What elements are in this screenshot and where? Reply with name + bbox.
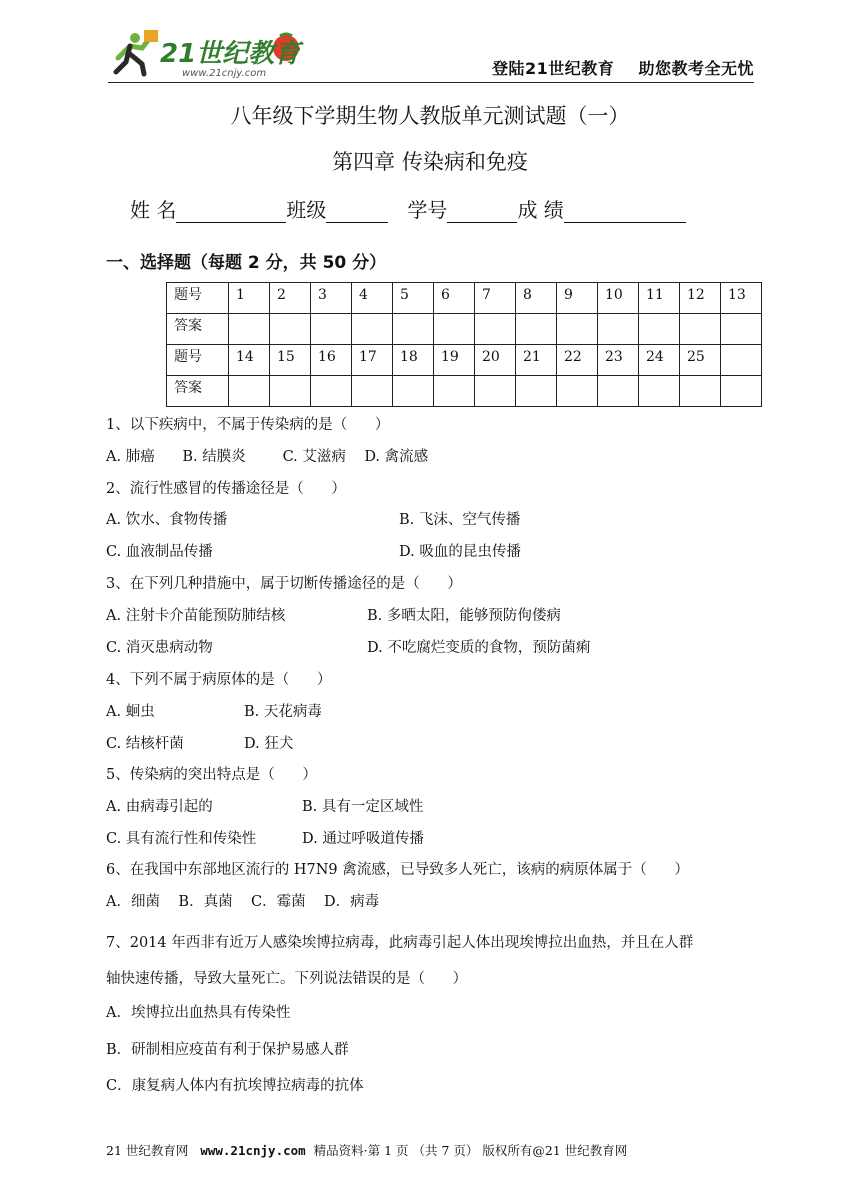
section-heading: 一、选择题（每题 2 分，共 50 分） bbox=[106, 253, 387, 273]
answer-cell[interactable] bbox=[516, 376, 557, 407]
table-row bbox=[167, 345, 762, 376]
chapter-title: 第四章 传染病和免疫 bbox=[332, 150, 528, 174]
question-number-cell: 6 bbox=[434, 283, 475, 314]
option-2c: C. 血液制品传播 bbox=[106, 544, 213, 560]
answer-cell[interactable] bbox=[229, 314, 270, 345]
question-number-cell bbox=[721, 345, 762, 376]
table-row-label: 答案 bbox=[167, 314, 229, 345]
logo bbox=[108, 28, 308, 80]
footer-site-name: 21 世纪教育网 bbox=[106, 1143, 189, 1158]
answer-cell[interactable] bbox=[434, 314, 475, 345]
option-5a: A. 由病毒引起的 bbox=[106, 799, 213, 815]
answer-table bbox=[166, 282, 762, 407]
option-3c: C. 消灭患病动物 bbox=[106, 640, 213, 656]
table-row bbox=[167, 283, 762, 314]
answer-cell[interactable] bbox=[639, 314, 680, 345]
question-number-cell: 4 bbox=[352, 283, 393, 314]
header-divider bbox=[108, 82, 754, 83]
question-number-cell: 19 bbox=[434, 345, 475, 376]
question-number-cell: 15 bbox=[270, 345, 311, 376]
question-number-cell: 3 bbox=[311, 283, 352, 314]
logo-graphic bbox=[108, 28, 308, 80]
option-4a: A. 蛔虫 bbox=[106, 704, 155, 720]
question-stem-3: 3、在下列几种措施中，属于切断传播途径的是（ ） bbox=[106, 576, 462, 592]
question-number-cell: 5 bbox=[393, 283, 434, 314]
answer-cell[interactable] bbox=[680, 314, 721, 345]
class-blank[interactable] bbox=[326, 202, 388, 223]
answer-cell[interactable] bbox=[434, 376, 475, 407]
question-number-cell: 23 bbox=[598, 345, 639, 376]
answer-cell[interactable] bbox=[475, 376, 516, 407]
question-number-cell: 14 bbox=[229, 345, 270, 376]
answer-cell[interactable] bbox=[229, 376, 270, 407]
question-stem-6: 6、在我国中东部地区流行的 H7N9 禽流感，已导致多人死亡，该病的病原体属于（ ） bbox=[106, 862, 689, 878]
question-number-cell: 2 bbox=[270, 283, 311, 314]
answer-cell[interactable] bbox=[598, 314, 639, 345]
page-footer bbox=[106, 1141, 627, 1159]
option-3a: A. 注射卡介苗能预防肺结核 bbox=[106, 608, 286, 624]
table-row-label: 答案 bbox=[167, 376, 229, 407]
answer-cell[interactable] bbox=[721, 314, 762, 345]
table-row bbox=[167, 376, 762, 407]
answer-cell[interactable] bbox=[721, 376, 762, 407]
question-stem-2: 2、流行性感冒的传播途径是（ ） bbox=[106, 481, 346, 497]
option-2a: A. 饮水、食物传播 bbox=[106, 512, 228, 528]
option-5b: B. 具有一定区域性 bbox=[302, 799, 424, 815]
question-number-cell: 7 bbox=[475, 283, 516, 314]
option-3d: D. 不吃腐烂变质的食物，预防菌痢 bbox=[367, 640, 591, 656]
score-blank[interactable] bbox=[564, 202, 686, 223]
question-number-cell: 1 bbox=[229, 283, 270, 314]
question-number-cell: 16 bbox=[311, 345, 352, 376]
question-stem-7: 7、2014 年西非有近万人感染埃博拉病毒，此病毒引起人体出现埃博拉出血热，并且在人群 bbox=[106, 935, 694, 951]
page-title: 八年级下学期生物人教版单元测试题（一） bbox=[230, 104, 630, 128]
score-label: 成 绩 bbox=[517, 198, 564, 222]
question-number-cell: 25 bbox=[680, 345, 721, 376]
question-stem-5: 5、传染病的突出特点是（ ） bbox=[106, 767, 317, 783]
number-blank[interactable] bbox=[447, 202, 517, 223]
answer-cell[interactable] bbox=[352, 376, 393, 407]
option-4d: D. 狂犬 bbox=[244, 736, 294, 752]
option-7a: A．埃博拉出血热具有传染性 bbox=[106, 1005, 291, 1021]
option-7b: B．研制相应疫苗有利于保护易感人群 bbox=[106, 1042, 349, 1058]
class-label: 班级 bbox=[286, 198, 327, 222]
svg-text:www.21cnjy.com: www.21cnjy.com bbox=[182, 68, 267, 79]
option-2b: B. 飞沫、空气传播 bbox=[399, 512, 521, 528]
answer-cell[interactable] bbox=[557, 314, 598, 345]
answer-cell[interactable] bbox=[352, 314, 393, 345]
student-info-line bbox=[130, 194, 686, 223]
question-number-cell: 21 bbox=[516, 345, 557, 376]
answer-cell[interactable] bbox=[393, 314, 434, 345]
name-blank[interactable] bbox=[176, 202, 286, 223]
svg-text:21世纪教育: 21世纪教育 bbox=[160, 39, 301, 69]
answer-cell[interactable] bbox=[639, 376, 680, 407]
option-2d: D. 吸血的昆虫传播 bbox=[399, 544, 521, 560]
answer-cell[interactable] bbox=[393, 376, 434, 407]
table-row-label: 题号 bbox=[167, 283, 229, 314]
question-number-cell: 20 bbox=[475, 345, 516, 376]
header-slogan: 登陆21世纪教育 助您教考全无忧 bbox=[491, 59, 754, 78]
question-number-cell: 17 bbox=[352, 345, 393, 376]
question-number-cell: 22 bbox=[557, 345, 598, 376]
answer-cell[interactable] bbox=[557, 376, 598, 407]
question-number-cell: 9 bbox=[557, 283, 598, 314]
answer-cell[interactable] bbox=[311, 314, 352, 345]
question-number-cell: 11 bbox=[639, 283, 680, 314]
question-number-cell: 18 bbox=[393, 345, 434, 376]
answer-cell[interactable] bbox=[270, 314, 311, 345]
option-4c: C. 结核杆菌 bbox=[106, 736, 184, 752]
answer-cell[interactable] bbox=[311, 376, 352, 407]
answer-cell[interactable] bbox=[516, 314, 557, 345]
table-row-label: 题号 bbox=[167, 345, 229, 376]
answer-cell[interactable] bbox=[475, 314, 516, 345]
question-stem-4: 4、下列不属于病原体的是（ ） bbox=[106, 672, 332, 688]
question-number-cell: 12 bbox=[680, 283, 721, 314]
option-5d: D. 通过呼吸道传播 bbox=[302, 831, 424, 847]
option-4b: B. 天花病毒 bbox=[244, 704, 322, 720]
number-label: 学号 bbox=[407, 198, 448, 222]
name-label: 姓 名 bbox=[130, 198, 177, 222]
question-number-cell: 24 bbox=[639, 345, 680, 376]
option-7c: C．康复病人体内有抗埃博拉病毒的抗体 bbox=[106, 1078, 364, 1094]
question-number-cell: 10 bbox=[598, 283, 639, 314]
answer-cell[interactable] bbox=[270, 376, 311, 407]
question-number-cell: 8 bbox=[516, 283, 557, 314]
footer-copyright: 精品资料·第 1 页 （共 7 页） 版权所有@21 世纪教育网 bbox=[313, 1143, 628, 1158]
answer-cell[interactable] bbox=[598, 376, 639, 407]
option-3b: B. 多晒太阳，能够预防佝偻病 bbox=[367, 608, 561, 624]
footer-url[interactable]: www.21cnjy.com bbox=[200, 1143, 306, 1158]
question-number-cell: 13 bbox=[721, 283, 762, 314]
question-options-6: A．细菌 B．真菌 C．霉菌 D．病毒 bbox=[106, 894, 380, 910]
table-row bbox=[167, 314, 762, 345]
option-5c: C. 具有流行性和传染性 bbox=[106, 831, 257, 847]
question-stem-1: 1、以下疾病中，不属于传染病的是（ ） bbox=[106, 417, 390, 433]
question-options-1: A. 肺癌 B. 结膜炎 C. 艾滋病 D. 禽流感 bbox=[106, 449, 429, 465]
answer-cell[interactable] bbox=[680, 376, 721, 407]
question-stem-7-cont: 轴快速传播，导致大量死亡。下列说法错误的是（ ） bbox=[106, 971, 468, 987]
